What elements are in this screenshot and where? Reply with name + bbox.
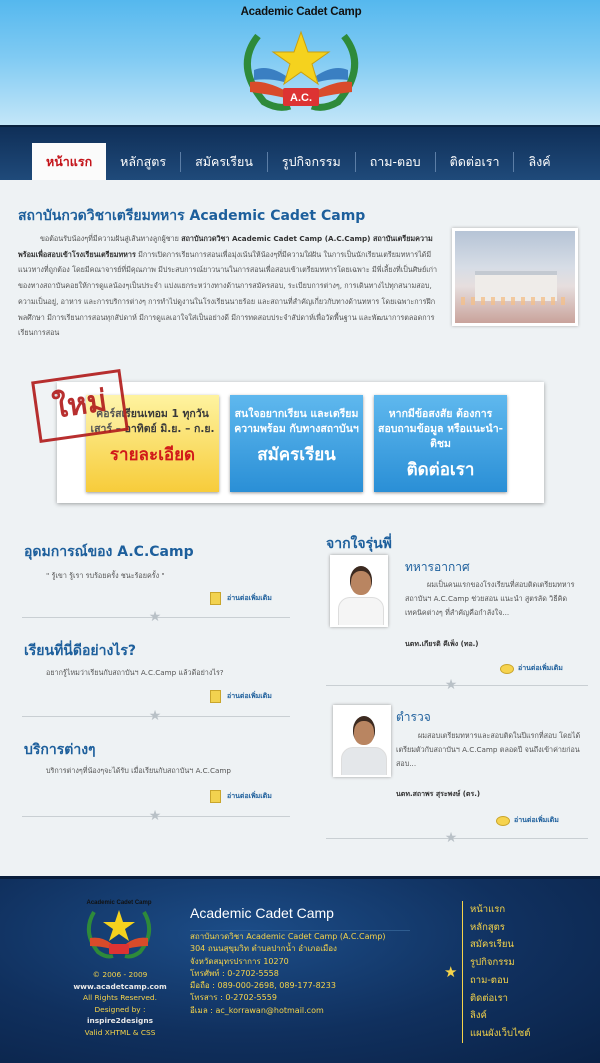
intro-text: ขอต้อนรับน้องๆที่มีความฝันสู่เส้นทางลูกผู้ชาย สถาบันกวดวิชา Academic Cadet Camp (A.C.Camp) สถาบันเตรียมความพร้อมเพื่อสอบเข้าโรงเรียนเตรียมทหาร มีการเปิดการเรียนการสอนเพื่อมุ่งเน้นให้น้องๆที่มีความใฝ่ฝัน ในการเป็นนักเรียนเตรียมทหารได้มีแนวทางที่ถูกต้อง โดยมีคณาจารย์ที่มีคุณภาพ มีประสบการณ์ยาวนานในการสอนเพื่อสอบเข้าเตรียมทหารโดยเฉพาะ มีพี่เลี้ยงที่เป็นศิษย์เก่าของทางสถาบันคอยให้การดูแลน้องๆเป็นประจำ แบ่งแยกระหว่างทางด้านการสมัครสอบ, ระเบียบการต่างๆ, การเดินทางไปทุกสนามสอบ, ความเป็นอยู่, อาหาร และการบริการต่างๆ การทำไปดูงานในโรงเรียนนายร้อย และสถานที่สำคัญเกี่ยวกับทางด้านทหาร โดยเฉพาะการฝึกพลศึกษา มีการเรียนการสอนทุกสัปดาห์ มีการดูแลเอาใจใส่เป็นอย่างดี มีการทดสอบประจำสัปดาห์เพื่อวัดพื้นฐาน และพัฒนาการตลอดการเรียนการสอน [18,234,438,338]
note-icon [210,690,221,703]
where-read-more[interactable]: อ่านต่อเพิ่มเติม [210,690,272,703]
promo-card-label: ติดต่อเรา [406,460,475,480]
footer-nav-register[interactable]: สมัครเรียน [470,939,514,951]
uniform-graphic [338,597,384,627]
star-icon: ★ [148,708,162,724]
star-icon: ★ [444,677,458,693]
footer-nav-contact[interactable]: ติดต่อเรา [470,992,508,1004]
alumni-name: นตท.เกียรติ คีเพ็ง (ทอ.) [405,640,479,648]
site-logo[interactable] [228,6,374,122]
alumni-photo [330,555,388,627]
footer-meta [70,969,170,1038]
alumni-read-more[interactable]: อ่านต่อเพิ่มเติม [496,815,559,826]
footer-address [190,931,386,1017]
nav-item-home[interactable]: หน้าแรก [32,143,106,180]
mobile-line: มือถือ : 089-000-2698, 089-177-8233 [190,981,336,991]
services-read-more[interactable]: อ่านต่อเพิ่มเติม [210,790,272,803]
logo-badge: A.C. [290,92,312,104]
ideology-text: " รู้เขา รู้เรา รบร้อยครั้ง ชนะร้อยครั้ง " [46,571,165,580]
intro-title: สถาบันกวดวิชาเตรียมทหาร Academic Cadet Camp [18,208,366,224]
face-graphic [354,721,374,745]
promo-card-text: สนใจอยากเรียน และเตรียมความพร้อม กับทางสถาบันฯ [234,408,359,435]
promo-card-contact[interactable] [374,395,507,492]
nav-item-faq[interactable]: ถาม-ตอบ [369,154,421,169]
footer-designed-by: Designed by : [94,1004,146,1014]
address-line: สถาบันกวดวิชา Academic Cadet Camp (A.C.Camp) [190,932,386,941]
services-title: บริการต่างๆ [24,742,96,758]
footer-nav-home[interactable]: หน้าแรก [470,904,506,915]
nav-item-courses[interactable]: หลักสูตร [120,154,167,169]
star-icon: ★ [148,808,162,824]
nav-item-links[interactable]: ลิงค์ [528,154,551,169]
footer-nav-courses[interactable]: หลักสูตร [470,921,505,933]
email-line[interactable]: อีเมล : ac_korrawan@hotmail.com [190,1005,324,1015]
ideology-read-more[interactable]: อ่านต่อเพิ่มเติม [210,592,272,605]
speech-bubble-icon [500,664,514,674]
alumni-name: นตท.สถาพร สุระพงษ์ (ตร.) [396,790,481,798]
intro-photo [452,228,578,326]
alumni-quote: ผมเป็นคนแรกของโรงเรียนที่สอบติดเตรียมทหาร สถาบันฯ A.C.Camp ช่วยสอน แนะนำ สูตรลัด วิธีคิด เทคนิคต่างๆ ที่สำคัญคือกำลังใจ... [405,580,575,617]
footer-logo-title: Academic Cadet Camp [86,900,152,906]
star-icon: ★ [444,963,458,981]
address-line: จังหวัดสมุทรปราการ 10270 [190,956,289,966]
promo-card-text: คอร์สเรียนเทอม 1 ทุกวันเสาร์ – อาทิตย์ มิ.ย. – ก.ย. [90,408,215,435]
alumni-branch: ตำรวจ [396,710,431,724]
footer-nav-gallery[interactable]: รูปกิจกรรม [470,957,515,969]
where-text: อยากรู้ไหมว่าเรียนกับสถาบันฯ A.C.Camp แล้วดีอย่างไร? [46,668,224,677]
where-title: เรียนที่นี่ดีอย่างไร? [24,643,136,659]
footer-rights: All Rights Reserved. [83,993,157,1002]
promo-card-text: หากมีข้อสงสัย ต้องการสอบถามข้อมูล หรือแนะนำ-ติชม [378,408,503,450]
fax-line: โทรสาร : 0-2702-5559 [190,993,277,1003]
alumni-branch: ทหารอากาศ [405,560,470,574]
star-icon: ★ [444,830,458,846]
note-icon [210,592,221,605]
footer-title: Academic Cadet Camp [190,905,334,921]
alumni-read-more[interactable]: อ่านต่อเพิ่มเติม [500,663,563,674]
note-icon [210,790,221,803]
footer-nav-faq[interactable]: ถาม-ตอบ [470,974,509,986]
star-icon: ★ [148,609,162,625]
footer-nav-links[interactable]: ลิงค์ [470,1010,487,1022]
footer-valid-link[interactable]: Valid XHTML & CSS [84,1027,156,1037]
alumni-title: จากใจรุ่นพี่ [326,536,392,552]
face-graphic [351,571,371,595]
logo-emblem-icon [228,6,374,122]
logo-title: Academic Cadet Camp [240,6,362,18]
ideology-title: อุดมการณ์ของ A.C.Camp [24,544,194,560]
new-stamp: ใหม่ [31,369,129,443]
nav-item-contact[interactable]: ติดต่อเรา [449,154,500,169]
alumni-photo [333,705,391,777]
phone-line: โทรศัพท์ : 0-2702-5558 [190,968,279,978]
nav-item-register[interactable]: สมัครเรียน [195,154,253,169]
main-nav [32,143,565,180]
footer-years: © 2006 - 2009 [92,970,148,979]
footer-nav [462,901,530,1043]
address-line: 304 ถนนสุขุมวิท ตำบลปากน้ำ อำเภอเมือง [190,944,337,954]
footer-logo[interactable] [80,896,158,966]
promo-card-label: รายละเอียด [109,445,196,465]
footer-site-link[interactable]: www.acadetcamp.com [73,981,167,991]
nav-item-gallery[interactable]: รูปกิจกรรม [281,154,341,169]
promo-card-register[interactable] [230,395,363,492]
footer-designer-link[interactable]: inspire2designs [86,1016,153,1025]
speech-bubble-icon [496,816,510,826]
alumni-quote: ผมสอบเตรียมทหารและสอบติดในปีแรกที่สอบ โดยได้เตรียมตัวกับสถาบันฯ A.C.Camp ตลอดปี จนถึงเข้าค่ายก่อนสอบ... [396,731,581,768]
services-text: บริการต่างๆที่น้องๆจะได้รับ เมื่อเรียนกับสถาบันฯ A.C.Camp [46,766,231,775]
uniform-graphic [341,747,387,777]
lights-graphic [461,297,571,305]
footer-emblem-icon [80,896,158,966]
footer-nav-sitemap[interactable]: แผนผังเว็บไซต์ [470,1027,531,1039]
promo-card-label: สมัครเรียน [257,445,336,465]
